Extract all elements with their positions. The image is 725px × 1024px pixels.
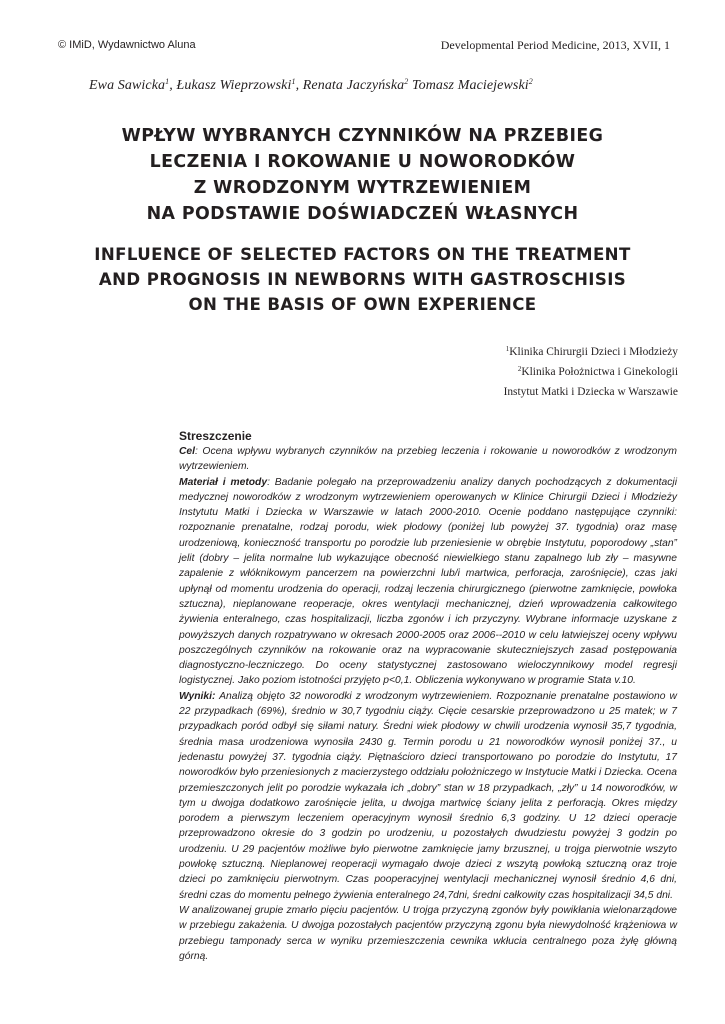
abstract-aim: Cel: Ocena wpływu wybranych czynników na przebieg leczenia i rokowanie u noworodków z wrodzonym wytrzewieniem. <box>179 446 677 473</box>
title-line: Z WRODZONYM WYTRZEWIENIEM <box>193 178 532 198</box>
affiliation: Instytut Matki i Dziecka w Warszawie <box>503 386 678 398</box>
affiliations <box>504 341 678 401</box>
author: Tomasz Maciejewski$^2$ <box>412 77 533 93</box>
title-line: NA PODSTAWIE DOŚWIADCZEŃ WŁASNYCH <box>146 204 579 224</box>
author-list <box>89 77 689 94</box>
affiliation: $^1$Klinika Chirurgii Dzieci i Młodzieży <box>505 345 678 358</box>
title-line: LECZENIA I ROKOWANIE U NOWORODKÓW <box>149 152 576 172</box>
title-line: AND PROGNOSIS IN NEWBORNS WITH GASTROSCHISIS <box>98 270 627 289</box>
journal-citation: Developmental Period Medicine, 2013, XVII, 1 <box>440 38 670 52</box>
abstract-methods: Materiał i metody: Badanie polegało na przeprowadzeniu analizy danych pochodzących z dokumentacji medycznej noworodków z wrodzonym wytrzewieniem operowanych w Klinice Chirurgii Dzieci i Młodzieży Instytutu Matki i Dziecka w Warszawie w latach 2000-2010. Ocenie poddano następujące czynniki: rozpoznanie prenatalne, rodzaj porodu, wiek płodowy (poniżej lub powyżej 37. tygodnia) oraz masę urodzeniową, konieczność transportu po porodzie lub przeniesienie w obrębie Instytutu, poporodowy „stan” jelit (dobry – jelita normalne lub wykazujące obecność niewielkiego stanu zapalnego lub zły – masywne zapalenie z włóknikowym pancerzem na powierzchni lub/i martwica, perforacja, zarośnięcie), czas jaki upłynął od momentu urodzenia do operacji, rodzaj leczenia chirurgicznego (pierwotne zamknięcie, powłoka sztuczna), nieplanowane reoperacje, okres wentylacji mechanicznej, dzień wprowadzenia całkowitego żywienia enteralnego, czas hospitalizacji, liczba zgonów i ich przyczyny. Wybrane informacje uzyskane z powyższych danych rozpatrywano w okresach 2000-2005 oraz 2006--2010 w celu łatwiejszej oceny wpływu poszczególnych czynników na rokowanie oraz na wypracowanie skuteczniejszych zasad postępowania diagnostyczno-leczniczego. Do oceny statystycznej zastosowano wieloczynnikowy model regresji logistycznej. Jako poziom istotności przyjęto p<0,1. Obliczenia wykonywano w programie Stata v.10. <box>179 476 677 687</box>
abstract-results: Wyniki: Analizą objęto 32 noworodki z wrodzonym wytrzewieniem. Rozpoznanie prenatalne postawiono w 22 przypadkach (69%), średnio w 30,7 tygodniu ciąży. Cięcie cesarskie przeprowadzono u 25 matek; w 7 przypadkach poród odbył się siłami natury. Średni wiek płodowy w chwili urodzenia wynosił 35,7 tygodnia, średnia masa urodzeniowa wynosiła 2430 g. Termin porodu u 21 noworodków wynosił poniżej 37., u jedenastu powyżej 37. tygodnia ciąży. Piętnaścioro dzieci transportowano po porodzie do Instytutu, 17 noworodków było przeniesionych z macierzystego oddziału położniczego w Instytucie Matki i Dziecka. Ocena przemieszczonych jelit po porodzie wykazała ich „dobry” stan w 18 przypadkach, „zły” u 14 noworodków, w tym u dwojga dodatkowo zarośnięcie jelita, u dwojga martwicę ściany jelita z perforacją. Okres między porodem a pierwszym leczeniem operacyjnym wynosił średnio 6,3 godziny. U 12 dzieci operacje przeprowadzono okresie do 3 godzin po urodzeniu, u pozostałych dwudziestu powyżej 3 godzin po urodzeniu. U 29 pacjentów możliwe było pierwotne zamknięcie jamy brzusznej, u trojga pierwotnie wszyto powłokę sztuczną. Nieplanowej reoperacji wymagało dwoje dzieci z wszytą powłoką sztuczną oraz troje dzieci po zamknięciu pierwotnym. Czas pooperacyjnej wentylacji mechanicznej wynosił średnio 4,6 dni, średni czas do momentu pełnego żywienia enteralnego 24,7dni, średni całkowity czas hospitalizacji 34,5 dni. <box>179 690 677 901</box>
abstract <box>179 428 677 964</box>
title-polish <box>60 123 665 227</box>
title-line: INFLUENCE OF SELECTED FACTORS ON THE TREATMENT <box>94 245 631 264</box>
title-line: WPŁYW WYBRANYCH CZYNNIKÓW NA PRZEBIEG <box>121 126 604 146</box>
title-line: ON THE BASIS OF OWN EXPERIENCE <box>188 295 537 314</box>
affiliation: $^2$Klinika Położnictwa i Ginekologii <box>517 365 678 378</box>
author: Renata Jaczyńska$^2$ <box>302 77 409 93</box>
title-english <box>60 242 665 317</box>
copyright-notice: © IMiD, Wydawnictwo Aluna <box>58 39 196 51</box>
abstract-heading: Streszczenie <box>179 429 252 443</box>
author: Łukasz Wieprzowski$^1$, <box>176 77 303 93</box>
abstract-deaths: W analizowanej grupie zmarło pięciu pacjentów. U trojga przyczyną zgonów były powikłania wielonarządowe w przebiegu zakażenia. U dwojga pozostałych pacjentów przyczyną zgonu była niewydolność krążeniowa w przebiegu tamponady serca w wyniku przemieszczenia cewnika wkłucia centralnego poza żyłę główną górną. <box>179 904 677 962</box>
author: Ewa Sawicka$^1$, <box>89 77 177 93</box>
